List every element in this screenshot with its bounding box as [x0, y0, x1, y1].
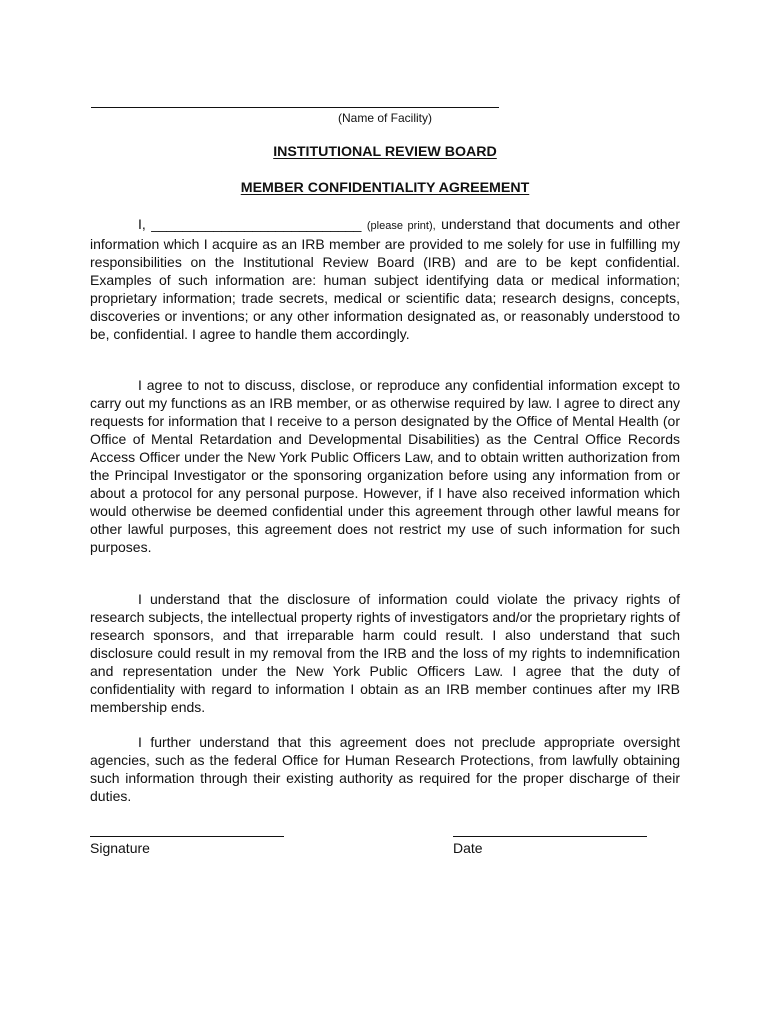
- document-title: INSTITUTIONAL REVIEW BOARD: [273, 144, 497, 160]
- date-label: Date: [453, 840, 483, 856]
- signature-label: Signature: [90, 840, 150, 856]
- paragraph-2: I agree to not to discuss, disclose, or reproduce any confidential information except to carry out my functions as an IRB member, or as otherwise required by law. I agree to direct any requests for information that I receive to a person designated by the Office of Mental Health (or Office of Mental Retardation and Developmental Disabilities) as the Central Office Records Access Officer under the New York Public Officers Law, and to obtain written authorization from the Principal Investigator or the sponsoring organization before using any information from or about a protocol for any personal purpose. However, if I have also received information which would otherwise be deemed confidential under this agreement through other lawful means for other lawful purposes, this agreement does not restrict my use of such information for such purposes.: [90, 377, 680, 555]
- name-blank[interactable]: I, ___________________________: [138, 216, 367, 232]
- signature-line[interactable]: [90, 836, 284, 837]
- paragraph-3: I understand that the disclosure of information could violate the privacy rights of research subjects, the intellectual property rights of investigators and/or the proprietary rights of research sponsors, and that irreparable harm could result. I also understand that such disclosure could result in my removal from the IRB and the loss of my rights to indemnification and representation under the New York Public Officers Law. I agree that the duty of confidentiality with regard to information I obtain as an IRB member continues after my IRB membership ends.: [90, 591, 680, 715]
- facility-name-line[interactable]: [91, 107, 499, 108]
- paragraph-1: [90, 215, 680, 343]
- print-note: (please print),: [366, 220, 436, 232]
- document-subtitle: MEMBER CONFIDENTIALITY AGREEMENT: [240, 180, 530, 196]
- paragraph-1-text: understand that documents and other information which I acquire as an IRB member are provided to me solely for use in fulfilling my responsibilities on the Institutional Review Board (IRB) and are to be kept confidential. Examples of such information are: human subject identifying data or medical information; proprietary information; trade secrets, medical or scientific data; research designs, concepts, discoveries or inventions; or any other information designated as, or reasonably understood to be, confidential. I agree to handle them accordingly.: [90, 216, 680, 342]
- paragraph-4: I further understand that this agreement does not preclude appropriate oversight agencies, such as the federal Office for Human Research Protections, from lawfully obtaining such information through their existing authority as required for the proper discharge of their duties.: [90, 734, 680, 804]
- date-line[interactable]: [453, 836, 647, 837]
- facility-caption: (Name of Facility): [337, 111, 432, 125]
